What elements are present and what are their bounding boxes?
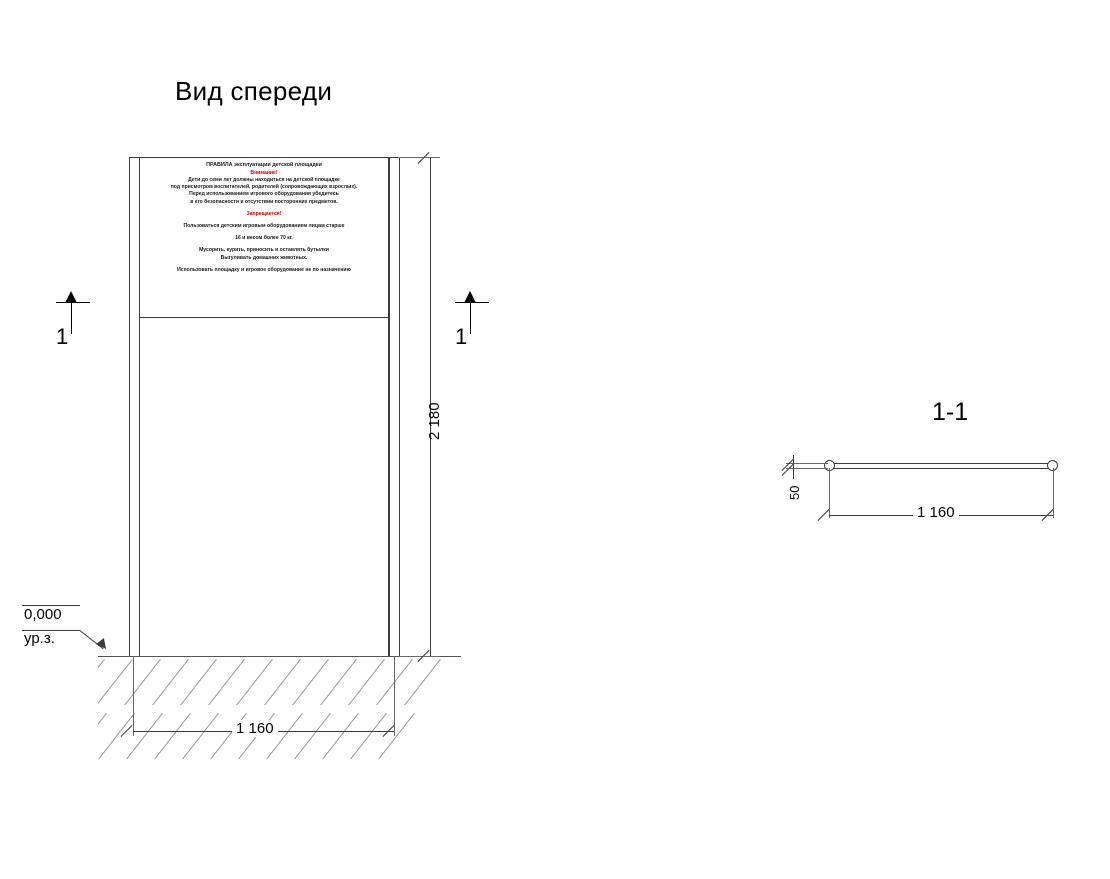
section-marker-label: 1 — [455, 324, 468, 349]
rules-text-block — [144, 162, 384, 274]
rules-prohibited-0: Пользоваться детским игровым оборудованием лицам старше — [183, 222, 345, 229]
level-ground-label: ур.з. — [24, 630, 55, 647]
section-thickness-dimension-label: 50 — [787, 485, 802, 500]
rules-heading: ПРАВИЛА эксплуатации детской площадки — [206, 162, 322, 168]
rules-line-1: под присмотром воспитателей, родителей (сопровождающих взрослых). — [170, 184, 358, 191]
post-left — [129, 157, 140, 656]
section-plate-bar — [829, 463, 1054, 469]
rules-prohibited-3: Выгуливать домашних животных. — [220, 254, 308, 261]
rules-prohibited-heading: Запрещается! — [246, 210, 282, 217]
rules-prohibited-2: Мусорить, курить, приносить и оставлять бутылки — [199, 247, 329, 254]
width-dimension-label: 1 160 — [232, 720, 278, 737]
rules-line-3: в его безопасности и отсутствии посторонних предметов. — [190, 198, 338, 205]
section-marker-label: 1 — [56, 324, 69, 349]
rules-prohibited-4: Использовать площадку и игровое оборудование не по назначению — [177, 266, 351, 273]
height-extension-top — [398, 157, 440, 158]
section-width-extension-right — [1053, 468, 1054, 518]
height-extension-bottom — [398, 656, 440, 657]
arrow-up-icon — [65, 291, 77, 303]
level-elevation-label: 0,000 — [24, 606, 62, 623]
arrow-down-icon — [96, 638, 110, 652]
section-width-tick-left — [818, 509, 830, 521]
arrow-up-icon — [464, 291, 476, 303]
section-width-dimension-label: 1 160 — [913, 504, 959, 521]
section-width-extension-left — [829, 468, 830, 518]
front-view-title: Вид спереди — [175, 76, 333, 106]
panel-lower-body — [138, 318, 389, 656]
width-extension-right — [394, 656, 395, 736]
width-extension-left — [133, 656, 134, 736]
height-tick-top — [418, 152, 430, 164]
rules-line-0: Дети до семи лет должны находиться на детской площадке — [188, 176, 340, 183]
rules-prohibited-1: 16 и весом более 70 кг. — [235, 235, 293, 242]
panel-top-edge — [129, 157, 398, 158]
rules-line-2: Перед использованием игрового оборудования убедитесь — [189, 191, 339, 198]
post-right — [389, 157, 400, 656]
section-view-title: 1-1 — [932, 398, 969, 426]
rules-attention: Внимание! — [250, 169, 278, 176]
height-dimension-label: 2 180 — [426, 402, 443, 440]
section-marker-stem — [470, 302, 471, 334]
ground-hatching — [98, 657, 461, 773]
section-marker-stem — [71, 302, 72, 334]
